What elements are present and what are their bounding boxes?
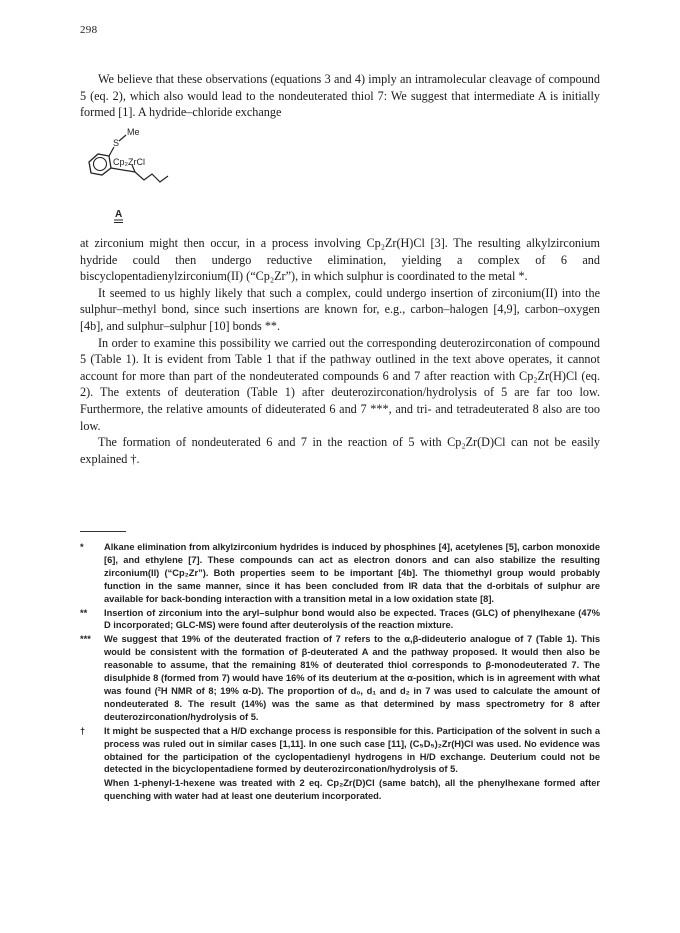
alkyl-chain: [135, 172, 168, 182]
footnotes: [80, 541, 600, 803]
footnote-mark: **: [80, 607, 88, 618]
footnote-3: [80, 633, 600, 723]
footnote-text: Alkane elimination from alkylzirconium hydrides is induced by phosphines [4], acetylenes [5], carbon monoxide [6], and ethylene [7]. These compounds can act as electron donors and can also stabilize the resulting zirconium(II) (“Cp₂Zr”). Both properties seem to be important [4b]. The thiomethyl group would probably function in the same manner, since it has been concluded from IR data that the d-orbitals of sulphur are available for back-bonding interaction with a transition metal in a low oxidation state [8].: [104, 542, 600, 604]
footnote-text: We suggest that 19% of the deuterated fraction of 7 refers to the α,β-dideuterio analogue of 7 (Table 1). This would be consistent with the formation of β-deuterated A and the pathway proposed. It would then also be reasonable to assume, that the remaining 81% of deuterated thiol corresponds to β-monodeuterated 7. The disulphide 8 (formed from 7) would have 16% of its deuterium at the α-position, which is in agreement with what was found (²H NMR of 8; 19% α-D). The proportion of d₀, d₁ and d₂ in 7 was used to calculate the amount of nondeuterated 8. The result (14%) was the same as that determined by mass spectrometry for 8 after deuterozirconation/hydrolysis of 5.: [104, 634, 600, 722]
aromatic-circle: [94, 158, 107, 171]
chemical-structure-diagram: [80, 124, 220, 228]
body-text-top: [80, 71, 600, 121]
paragraph-deuterozirconation: In order to examine this possibility we carried out the corresponding deuterozirconation of compound 5 (Table 1). It is evident from Table 1 that if the pathway outlined in the text above operates, it cannot account for more than part of the nondeuterated compounds 6 and 7 after reaction with Cp₂Zr(H)Cl (eq. 2). The extents of deuteration (Table 1) after deuterozirconation/hydrolysis of 5 are far too low. Furthermore, the relative amounts of dideuterated 6 and 7 ***, and tri- and tetradeuterated 8 also are too low.: [80, 335, 600, 433]
compound-label-a: A: [115, 209, 123, 220]
bond-s-me: [119, 135, 126, 141]
structure-figure-a: [80, 124, 220, 228]
paragraph-insertion: It seemed to us highly likely that such a complex, could undergo insertion of zirconium(II) into the sulphur–methyl bond, since such insertions are known for, e.g., carbon–halogen [4,9], carbon–oxygen [4b], and sulphur–sulphur [10] bonds **.: [80, 285, 600, 333]
footnote-text: It might be suspected that a H/D exchange process is responsible for this. Participation of the solvent in such a process was ruled out in similar cases [1,11]. In one such case [11], (C₅D₅)₂Zr(H)Cl was used. No evidence was obtained for the participation of the cyclopentadienyl hydrogens in H/D exchange. Deuterium could not be detected in the bicyclopentadiene formed by deuterozirconation/hydrolysis of 5.: [104, 725, 600, 775]
footnote-extra: When 1-phenyl-1-hexene was treated with 2 eq. Cp₂Zr(D)Cl (same batch), all the phenylhexane formed after quenching with water had at least one deuterium incorporated.: [104, 778, 600, 802]
paragraph-continuation: at zirconium might then occur, in a process involving Cp₂Zr(H)Cl [3]. The resulting alkylzirconium hydride could then undergo reductive elimination, yielding a complex of 6 and biscyclopentadienylzirconium(II) (“Cp₂Zr”), in which sulphur is coordinated to the metal *.: [80, 236, 600, 284]
body-text-bottom: [80, 235, 600, 467]
footnote-1: [80, 541, 600, 606]
bond-ring-chain: [111, 168, 135, 172]
footnote-mark: ***: [80, 634, 91, 645]
bond-aryl-s: [109, 147, 114, 156]
footnote-2: [80, 607, 600, 633]
footnote-4: [80, 725, 600, 777]
footnote-rule: [80, 531, 126, 532]
footnote-mark: *: [80, 542, 84, 552]
sulfur-label: S: [113, 138, 120, 148]
footnote-text: Insertion of zirconium into the aryl–sulphur bond would also be expected. Traces (GLC) of phenylhexane (47% D incorporated; GLC-MS) were found after deuterolysis of the reaction mixture.: [104, 607, 600, 631]
footnote-mark: †: [80, 725, 86, 736]
zirconium-label: Cp₂ZrCl: [113, 157, 145, 167]
paragraph-formation: The formation of nondeuterated 6 and 7 in the reaction of 5 with Cp₂Zr(D)Cl can not be easily explained †.: [80, 435, 600, 466]
paragraph-intro: We believe that these observations (equations 3 and 4) imply an intramolecular cleavage of compound 5 (eq. 2), which also would lead to the nondeuterated thiol 7: We suggest that intermediate A is initially formed [1]. A hydride–chloride exchange: [80, 72, 600, 120]
methyl-label: Me: [127, 127, 140, 137]
page-number: 298: [80, 24, 98, 36]
